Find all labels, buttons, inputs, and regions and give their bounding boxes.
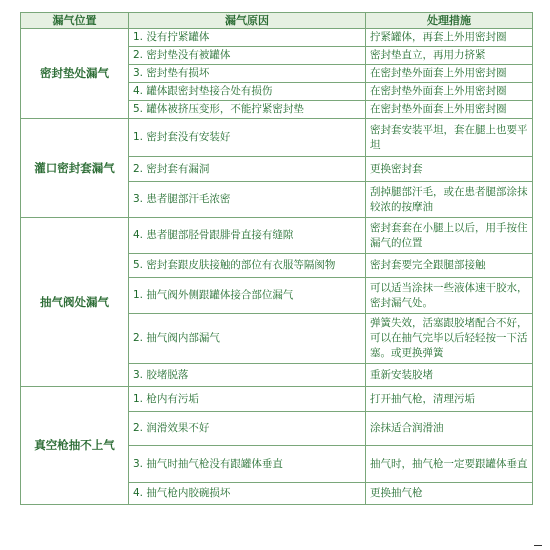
leak-location-cell: 密封垫处漏气 [21, 29, 129, 119]
fix-measure-cell: 涂抹适合润滑油 [366, 412, 533, 446]
fix-measure-cell: 刮掉腿部汗毛，或在患者腿部涂抹较浓的按摩油 [366, 182, 533, 218]
fix-measure-cell: 打开抽气枪，清理污垢 [366, 387, 533, 412]
leak-cause-cell: 4. 患者腿部胫骨跟腓骨直接有缝隙 [129, 218, 366, 254]
fix-measure-cell: 密封套安装平坦，套在腿上也要平坦 [366, 119, 533, 157]
fix-measure-cell: 弹簧失效，活塞跟胶堵配合不好，可以在抽气完毕以后轻轻按一下活塞。或更换弹簧 [366, 314, 533, 364]
fix-measure-cell: 可以适当涂抹一些液体速干胶水，密封漏气处。 [366, 278, 533, 314]
fix-measure-cell: 密封套要完全跟腿部接触 [366, 254, 533, 278]
corner-mark [534, 545, 542, 546]
leak-cause-cell: 5. 密封套跟皮肤接触的部位有衣服等隔阂物 [129, 254, 366, 278]
table-row [21, 119, 533, 157]
table-row [21, 218, 533, 254]
leak-cause-cell: 1. 没有拧紧罐体 [129, 29, 366, 47]
table-body [21, 29, 533, 505]
leak-cause-cell: 4. 罐体跟密封垫接合处有损伤 [129, 83, 366, 101]
fix-measure-cell: 密封垫直立，再用力挤紧 [366, 47, 533, 65]
leak-troubleshooting-table [20, 12, 533, 505]
leak-cause-cell: 3. 胶堵脱落 [129, 364, 366, 387]
leak-cause-cell: 3. 患者腿部汗毛浓密 [129, 182, 366, 218]
leak-cause-cell: 2. 润滑效果不好 [129, 412, 366, 446]
header-fix: 处理措施 [366, 13, 533, 29]
fix-measure-cell: 更换抽气枪 [366, 483, 533, 505]
table-row [21, 387, 533, 412]
leak-cause-cell: 3. 密封垫有损坏 [129, 65, 366, 83]
header-cause: 漏气原因 [129, 13, 366, 29]
fix-measure-cell: 在密封垫外面套上外用密封圈 [366, 65, 533, 83]
leak-cause-cell: 1. 密封套没有安装好 [129, 119, 366, 157]
leak-cause-cell: 1. 枪内有污垢 [129, 387, 366, 412]
leak-location-cell: 真空枪抽不上气 [21, 387, 129, 505]
leak-location-cell: 抽气阀处漏气 [21, 218, 129, 387]
leak-location-cell: 灌口密封套漏气 [21, 119, 129, 218]
fix-measure-cell: 更换密封套 [366, 157, 533, 182]
fix-measure-cell: 拧紧罐体，再套上外用密封圈 [366, 29, 533, 47]
header-row [21, 13, 533, 29]
table-row [21, 29, 533, 47]
leak-cause-cell: 2. 密封套有漏洞 [129, 157, 366, 182]
header-location: 漏气位置 [21, 13, 129, 29]
leak-cause-cell: 2. 密封垫没有被罐体 [129, 47, 366, 65]
fix-measure-cell: 在密封垫外面套上外用密封圈 [366, 83, 533, 101]
leak-cause-cell: 1. 抽气阀外侧跟罐体接合部位漏气 [129, 278, 366, 314]
fix-measure-cell: 密封套套在小腿上以后，用手按住漏气的位置 [366, 218, 533, 254]
leak-cause-cell: 4. 抽气枪内胶碗损坏 [129, 483, 366, 505]
fix-measure-cell: 抽气时，抽气枪一定要跟罐体垂直 [366, 446, 533, 483]
fix-measure-cell: 重新安装胶堵 [366, 364, 533, 387]
leak-cause-cell: 5. 罐体被挤压变形，不能拧紧密封垫 [129, 101, 366, 119]
leak-cause-cell: 2. 抽气阀内部漏气 [129, 314, 366, 364]
fix-measure-cell: 在密封垫外面套上外用密封圈 [366, 101, 533, 119]
leak-cause-cell: 3. 抽气时抽气枪没有跟罐体垂直 [129, 446, 366, 483]
